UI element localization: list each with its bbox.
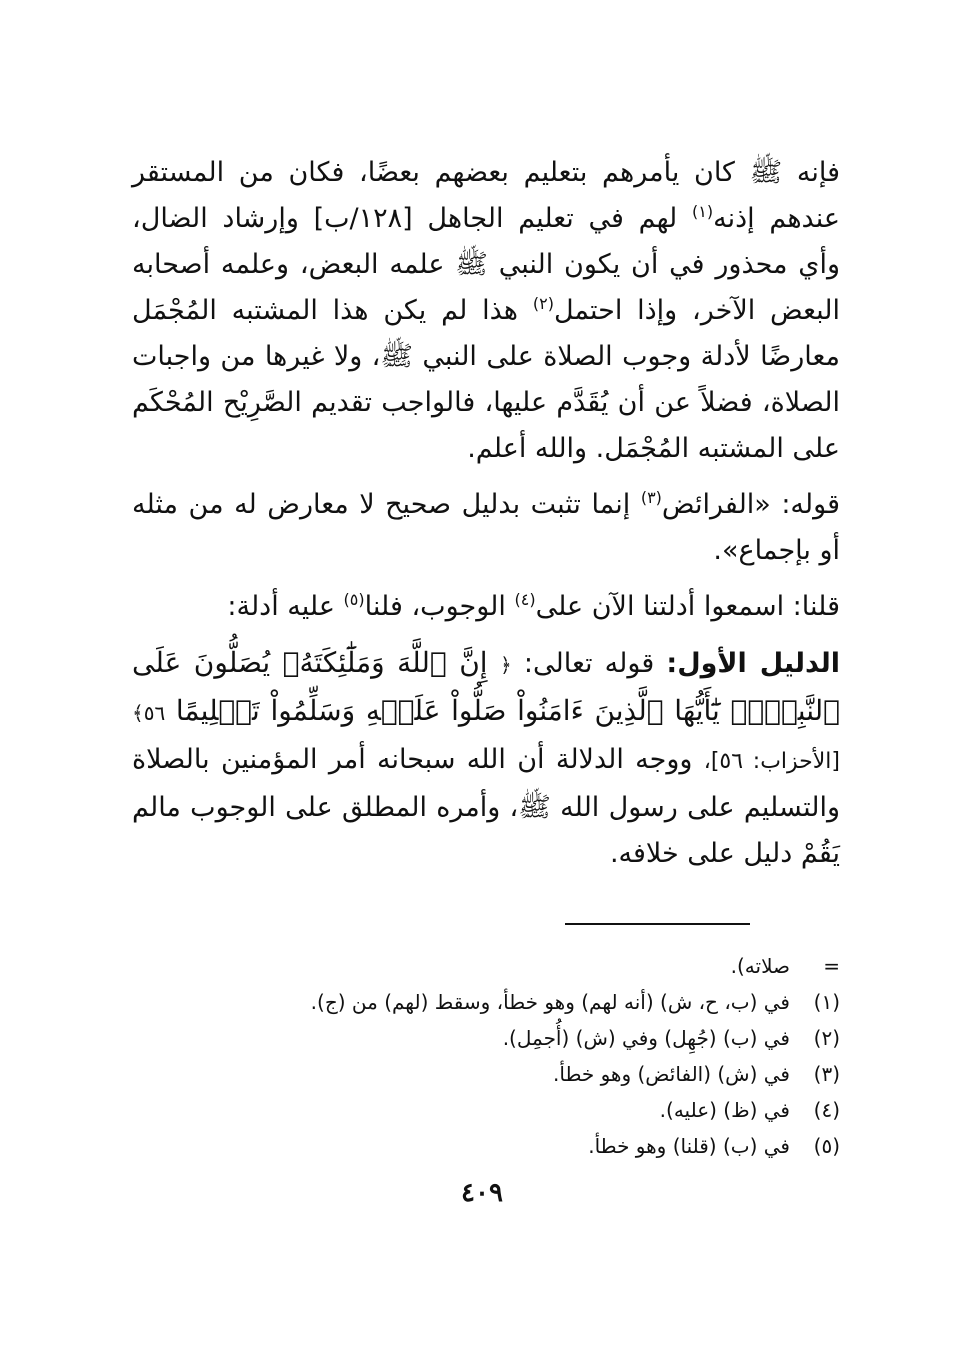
main-text <box>132 150 840 877</box>
footnote-separator <box>565 923 750 925</box>
proof-heading: الدليل الأول: <box>666 648 841 679</box>
footnote-number: (٢) <box>813 1026 840 1050</box>
footnote-item <box>132 948 840 984</box>
footnote-text: في (ش) (الفائض) وهو خطأ. <box>553 1062 790 1086</box>
footnote-number: (٥) <box>813 1134 840 1158</box>
footnote-ref-5[interactable]: (٥) <box>343 590 365 609</box>
footnote-text: في (ب، ح، ش) (أنه لهم) وهو خطأ، وسقط (لهم) من (ج). <box>310 990 790 1014</box>
paragraph-4 <box>132 640 840 877</box>
verse-reference: [الأحزاب: ٥٦]، <box>703 749 841 774</box>
text-run: ووجه الدلالة أن الله سبحانه أمر المؤمنين بالصلاة والتسليم على رسول الله ﷺ، وأمره المطلق على الوجوب مالم يَقُمْ دليل على خلافه. <box>132 744 840 869</box>
footnote-item <box>132 984 840 1020</box>
footnote-text: في (ب) (قلنا) وهو خطأ. <box>588 1134 790 1158</box>
text-run: قلنا: اسمعوا أدلتنا الآن على <box>535 591 840 622</box>
quran-bracket-close: ﴾ <box>132 701 144 725</box>
footnote-item <box>132 1020 840 1056</box>
page-number: ٤٠٩ <box>461 1178 503 1208</box>
footnote-text: في (ظ) (عليه). <box>659 1098 790 1122</box>
text-run: قوله: «الفرائض <box>661 489 840 520</box>
footnote-number: (٣) <box>813 1062 840 1086</box>
text-run: إنما تثبت بدليل صحيح لا معارض له من مثله أو بإجماع». <box>132 489 840 566</box>
verse-number-marker: ٥٦ <box>143 701 166 725</box>
text-run: قوله تعالى: <box>511 648 667 679</box>
text-run: لهم في تعليم الجاهل [١٢٨/ب] وإرشاد الضال، وأي محذور في أن يكون النبي ﷺ علمه البعض، وعلمه أصحابه البعض الآخر، وإذا احتمل <box>132 203 841 326</box>
footnote-number: (١) <box>813 990 840 1014</box>
footnote-ref-3[interactable]: (٣) <box>640 488 662 507</box>
footnote-number: (٤) <box>813 1098 840 1122</box>
footnote-ref-1[interactable]: (١) <box>692 202 714 221</box>
footnote-item <box>132 1056 840 1092</box>
footnote-item <box>132 1092 840 1128</box>
text-run: فإنه ﷺ كان يأمرهم بتعليم بعضهم بعضًا، فكان من المستقر عندهم إذنه <box>132 157 840 234</box>
quran-verse: إِنَّ ٱللَّهَ وَمَلَٰٓئِكَتَهُۥ يُصَلُّونَ عَلَى ٱلنَّبِيِّۚ يَٰٓأَيُّهَا ٱلَّذِينَ ءَامَنُواْ صَلُّواْ عَلَيۡهِ وَسَلِّمُواْ تَسۡلِيمًا <box>132 646 840 727</box>
paragraph-2 <box>132 482 840 574</box>
quran-bracket-open: ﴿ <box>500 653 512 677</box>
paragraph-1 <box>132 150 840 472</box>
text-run: عليه أدلة: <box>227 591 344 622</box>
paragraph-3 <box>132 584 840 630</box>
footnote-text: في (ب) (جُهِل) وفي (ش) (أُجمِل). <box>502 1026 790 1050</box>
footnote-text: صلاته). <box>730 954 790 978</box>
footnotes <box>132 948 840 1164</box>
footnote-item <box>132 1128 840 1164</box>
text-run: الوجوب، فلنا <box>364 591 515 622</box>
footnote-ref-4[interactable]: (٤) <box>514 590 536 609</box>
text-run: هذا لم يكن هذا المشتبه المُجْمَل معارضًا لأدلة وجوب الصلاة على النبي ﷺ، ولا غيرها من واجبات الصلاة، فضلاً عن أن يُقَدَّم عليها، فالواجب تقديم الصَّرِيْح المُحْكَم على المشتبه المُجْمَل. والله أعلم. <box>132 295 840 464</box>
footnote-ref-2[interactable]: (٢) <box>532 294 554 313</box>
footnote-number: = <box>823 954 840 978</box>
